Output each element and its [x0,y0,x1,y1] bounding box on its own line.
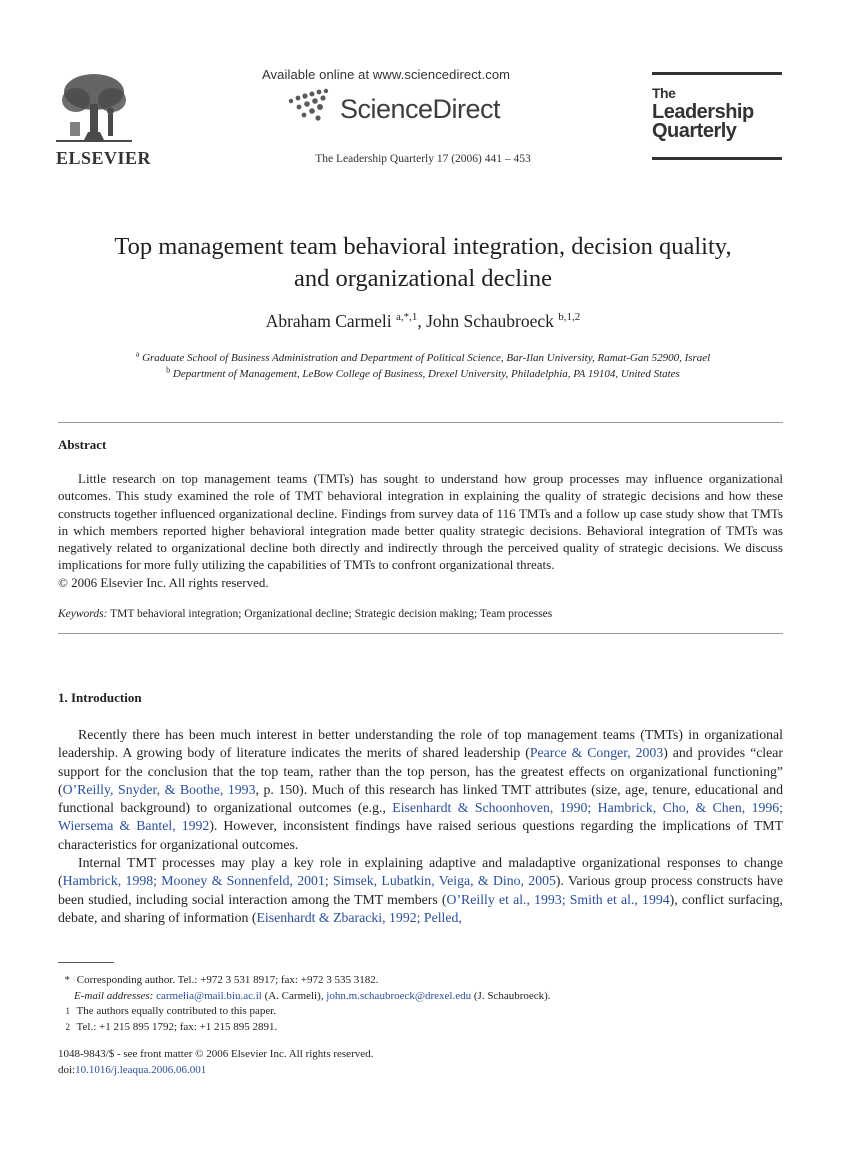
citation-link[interactable]: Eisenhardt & Zbaracki, 1992; Pelled, [256,909,462,925]
section-heading-introduction: 1. Introduction [58,690,142,705]
affiliation-text: Graduate School of Business Administration and Department of Political Science, Bar-Ilan University, Ramat-Gan 52900, Israel [139,352,711,364]
email-link-carmeli[interactable]: carmelia@mail.biu.ac.il [156,989,262,1002]
email-owner: (J. Schaubroeck). [471,989,551,1002]
text-run: Internal TMT processes may play a key role in explaining adaptive and maladaptive organizational responses to change ( [58,855,783,889]
footnote-text: Corresponding author. Tel.: +972 3 531 8917; fax: +972 3 535 3182. [74,974,379,986]
footnote-2 [58,1020,783,1036]
elsevier-logo: ELSEVIER [56,148,152,168]
issn-line: 1048-9843/$ - see front matter © 2006 Elsevier Inc. All rights reserved. [58,1048,374,1060]
text-run: Recently there has been much interest in better understanding the role of top management teams (TMTs) in organizational leadership. A growing body of literature indicates the merits of shared leadership ( [58,727,783,761]
intro-paragraph-2 [58,854,783,927]
citation-link[interactable]: O’Reilly, Snyder, & Boothe, 1993 [62,781,256,797]
email-label: E-mail addresses: [74,989,154,1002]
abstract-text: Little research on top management teams (TMTs) has sought to understand how group processes may influence organizational outcomes. This study examined the role of TMT behavioral integration in explaining the quality of strategic decisions and how these constructs together influenced organizational decline. Findings from survey data of 116 TMTs and a follow up case study show that TMTs in which members reported higher behavioral integration made better quality strategic decisions. Behavioral integration of TMTs was negatively related to organizational decline both directly and indirectly through the perceived quality of strategic decisions. We discuss implications for more fully utilizing the capabilities of TMTs to confront organizational threats. [58,471,783,573]
abstract-top-divider [58,422,783,423]
author-list [0,311,846,332]
footnote-text: The authors equally contributed to this paper. [74,1005,277,1017]
abstract-body [58,470,783,591]
abstract-copyright: © 2006 Elsevier Inc. All rights reserved. [58,574,269,590]
footnote-mark: 2 [65,1021,70,1032]
journal-logo [652,84,754,141]
available-online-text: Available online at www.sciencedirect.com [262,67,511,82]
abstract-heading: Abstract [58,437,107,452]
doi-line [58,1063,373,1079]
keywords [58,608,783,620]
intro-paragraph-1 [58,726,783,854]
text-run: ). Various group process constructs have been studied, including social interaction among the TMT members ( [58,873,783,907]
sciencedirect-dots-icon [286,88,332,124]
abstract-bottom-divider [58,633,783,634]
email-owner: (A. Carmeli), [261,989,327,1002]
journal-logo-bottom-rule [652,157,782,160]
footnotes [58,973,783,1035]
email-link-schaubroeck[interactable]: john.m.schaubroeck@drexel.edu [326,989,472,1002]
citation-link[interactable]: O’Reilly et al., 1993; Smith et al., 1994 [446,891,670,907]
front-matter [58,1047,373,1078]
author-2-name: John Schaubroeck [426,311,559,331]
affiliation-mark: a [135,349,140,359]
doi-link[interactable]: 10.1016/j.leaqua.2006.06.001 [75,1063,207,1076]
citation-link[interactable]: Pearce & Conger, 2003 [529,745,664,761]
author-2-affiliation-marks[interactable]: b,1,2 [558,311,581,324]
text-run: , p. 150). Much of this research has linked TMT attributes (size, age, tenure, educational and functional background) to organizational outcomes (e.g., [58,781,784,816]
journal-reference: The Leadership Quarterly 17 (2006) 441 – 453 [315,153,531,165]
author-1-affiliation-marks[interactable]: a,*,1 [395,311,418,324]
article-title [40,231,806,295]
footnote-1 [58,1004,783,1020]
citation-link[interactable]: Eisenhardt & Schoonhoven, 1990; Hambrick, Cho, & Chen, 1996; Wiersema & Bantel, 1992 [58,800,783,834]
citation-link[interactable]: Hambrick, 1998; Mooney & Sonnenfeld, 2001; Simsek, Lubatkin, Veiga, & Dino, 2005 [62,873,556,889]
affiliation-text: Department of Management, LeBow College of Business, Drexel University, Philadelphia, PA 19104, United States [170,368,680,380]
doi-label: doi: [58,1063,76,1076]
footnote-text: Tel.: +1 215 895 1792; fax: +1 215 895 2891. [74,1020,278,1033]
elsevier-tree-icon [56,70,132,146]
author-separator: , [417,311,427,331]
footnote-emails [58,989,783,1005]
footnote-divider [58,962,114,963]
affiliation-b [40,366,806,382]
article-title-line1: Top management team behavioral integration, decision quality, [114,233,732,260]
article-title-line2: and organizational decline [293,265,553,292]
introduction-body [58,726,783,927]
footnote-corresponding [58,973,783,989]
journal-logo-line1: Leadership [652,101,754,123]
journal-logo-top-rule [652,72,782,75]
affiliation-a [40,350,806,366]
affiliation-mark: b [166,365,171,375]
sciencedirect-logo[interactable]: ScienceDirect [340,94,501,124]
text-run: ), conflict surfacing, debate, and sharing of information ( [58,891,783,925]
journal-logo-the: The [652,85,676,101]
keywords-label: Keywords: [58,608,108,620]
text-run: ). However, inconsistent findings have raised serious questions regarding the implications of TMT characteristics for organizational outcomes. [58,818,783,852]
journal-logo-line2: Quarterly [652,120,737,142]
footnote-mark: * [64,974,70,986]
footnote-mark: 1 [65,1006,70,1016]
text-run: ) and provides “clear support for the conclusion that the top team, rather than the top person, has the greatest effects on organizational functioning” ( [58,745,783,797]
author-1-name: Abraham Carmeli [265,311,396,331]
keywords-list: TMT behavioral integration; Organizational decline; Strategic decision making; Team processes [107,608,553,620]
